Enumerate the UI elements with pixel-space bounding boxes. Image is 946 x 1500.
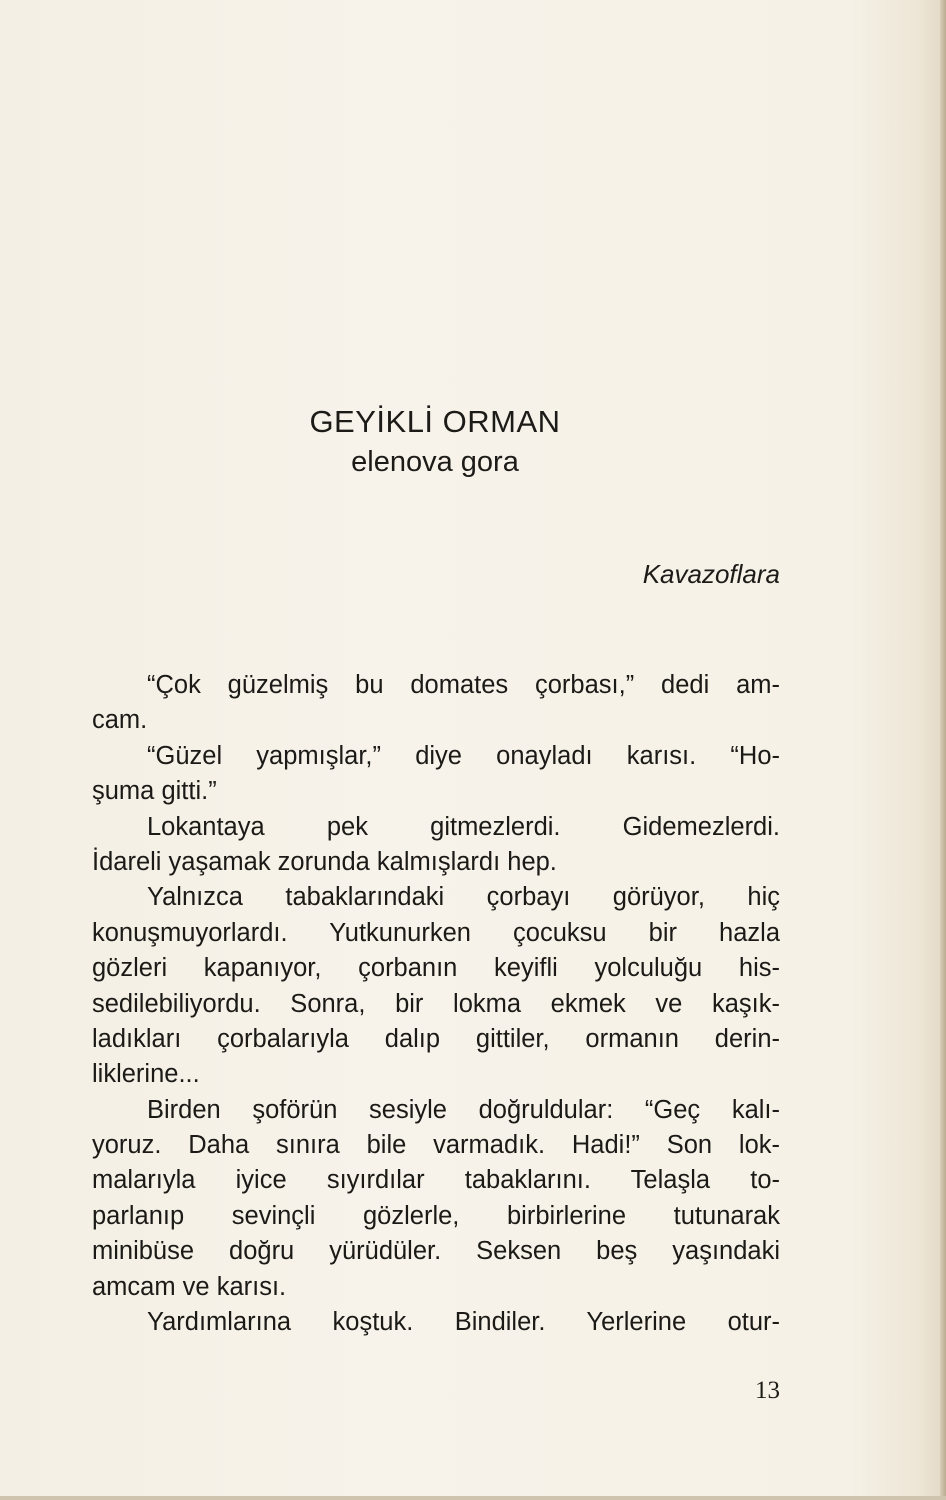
text-line: “Güzel yapmışlar,” diye onayladı karısı. “Ho- [147,741,780,770]
page-edge-bottom [0,1496,946,1500]
text-line: liklerine... [92,1060,200,1089]
story-body [92,668,780,1340]
story-header [0,402,870,482]
text-line: parlanıp sevinçli gözlerle, birbirlerine tutunarak [92,1201,780,1230]
page-edge-right [940,0,946,1500]
story-author: elenova gora [351,446,519,478]
text-line: “Çok güzelmiş bu domates çorbası,” dedi am- [147,671,780,699]
text-line: Yardımlarına koştuk. Bindiler. Yerlerine otur- [147,1308,780,1337]
text-line: ladıkları çorbalarıyla dalıp gittiler, ormanın derin- [92,1024,780,1053]
text-line: Birden şoförün sesiyle doğruldular: “Geç kalı- [147,1095,780,1124]
text-line: malarıyla iyice sıyırdılar tabaklarını. Telaşla to- [92,1166,780,1195]
page-number: 13 [755,1377,780,1404]
story-title: GEYİKLİ ORMAN [309,404,561,439]
text-line: İdareli yaşamak zorunda kalmışlardı hep. [92,847,557,876]
text-line: sedilebiliyordu. Sonra, bir lokma ekmek ve kaşık- [92,989,780,1018]
text-line: amcam ve karısı. [92,1272,287,1301]
text-line: cam. [92,706,148,735]
text-line: yoruz. Daha sınıra bile varmadık. Hadi!” Son lok- [92,1131,780,1160]
text-line: minibüse doğru yürüdüler. Seksen beş yaşındaki [92,1237,780,1266]
text-line: şuma gitti.” [92,777,217,806]
text-line: gözleri kapanıyor, çorbanın keyifli yolculuğu his- [92,954,780,983]
text-line: konuşmuyorlardı. Yutkunurken çocuksu bir hazla [92,918,780,947]
text-line: Yalnızca tabaklarındaki çorbayı görüyor, hiç [147,883,780,912]
text-line: Lokantaya pek gitmezlerdi. Gidemezlerdi. [147,812,780,841]
story-dedication: Kavazoflara [642,559,780,589]
